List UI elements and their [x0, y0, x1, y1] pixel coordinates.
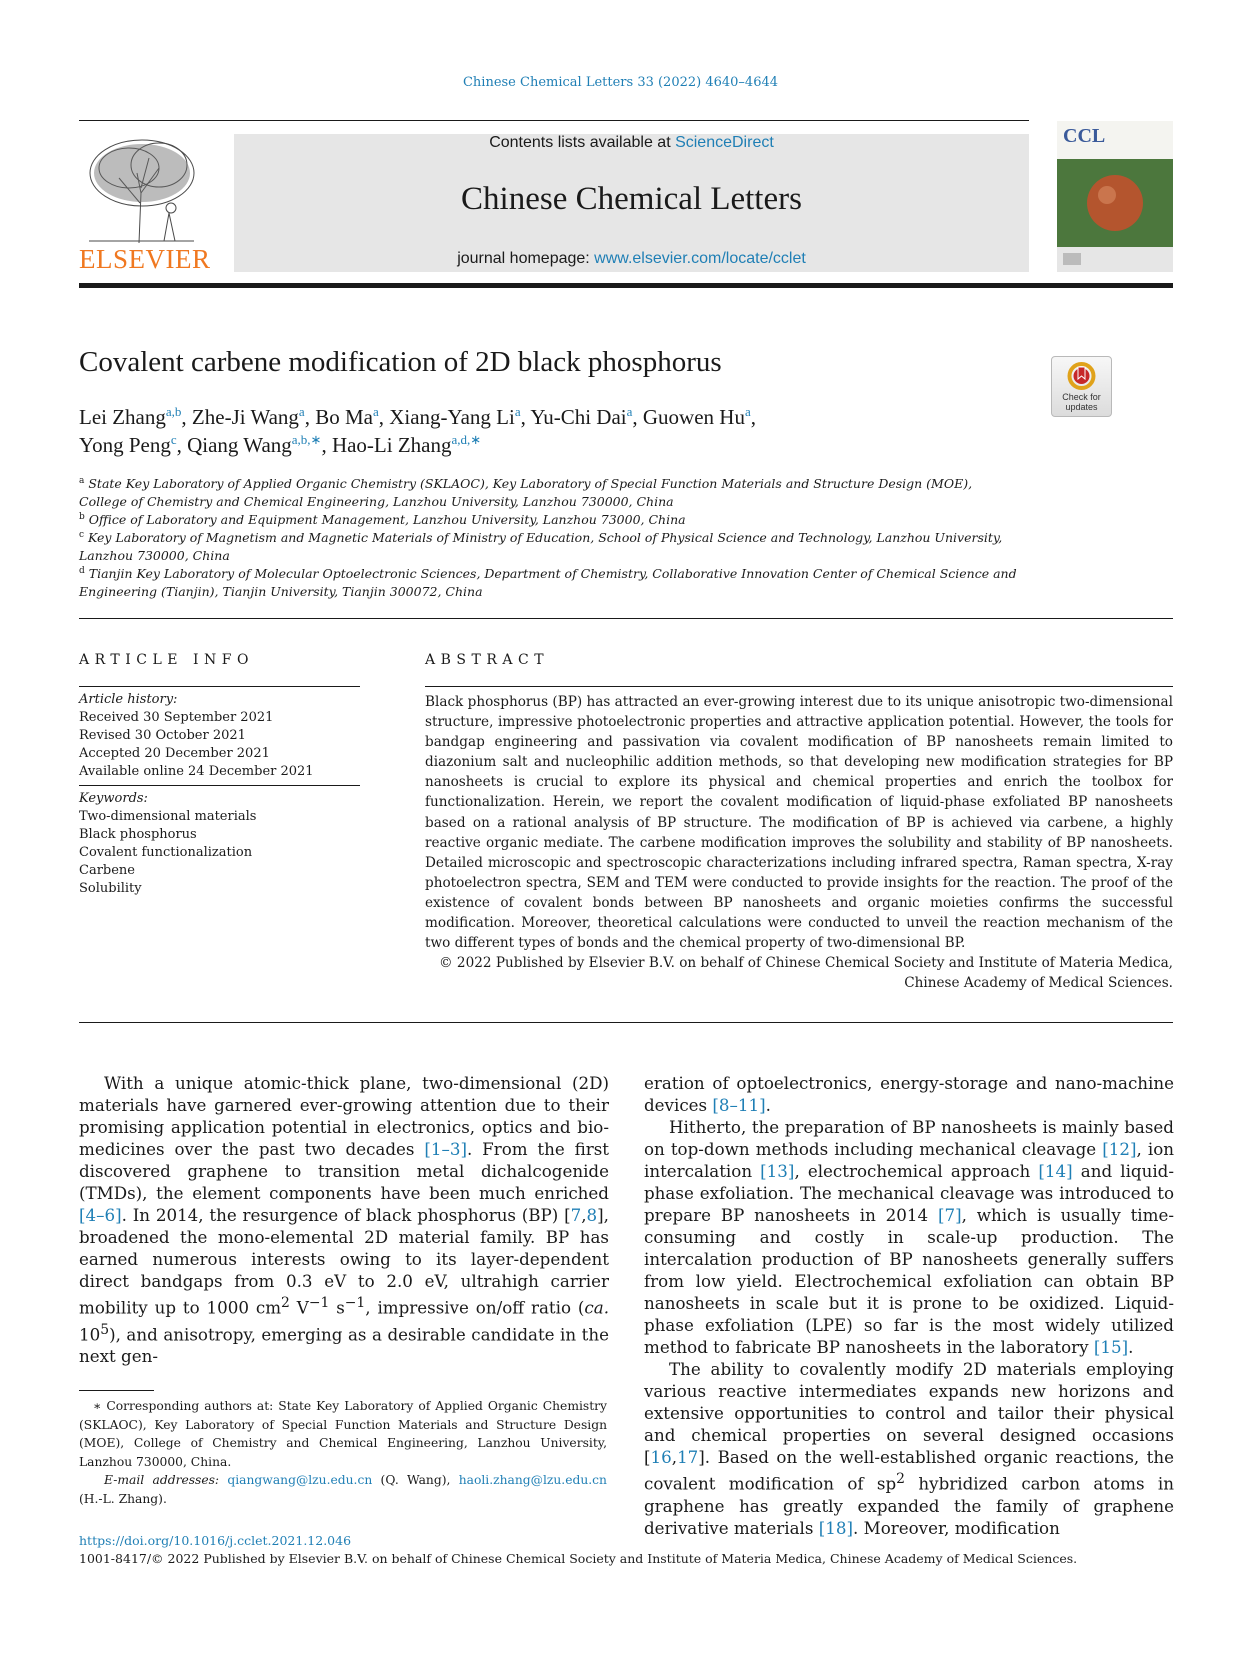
article-title: Covalent carbene modification of 2D black phosphorus [79, 346, 722, 378]
history-accepted: Accepted 20 December 2021 [79, 746, 270, 761]
author-name: Hao-Li Zhang [331, 433, 452, 457]
keyword-item: Black phosphorus [79, 827, 197, 842]
authors-line-1 [79, 404, 756, 430]
citation-link[interactable]: [4–6] [79, 1205, 122, 1225]
citation-link[interactable]: 16 [650, 1447, 672, 1467]
abstract-text: Black phosphorus (BP) has attracted an ever-growing interest due to its unique anisotropic two-dimensional structure, impressive photoelectronic properties and attractive application potential. However, the tools for bandgap engineering and passivation via covalent modification of BP nanosheets remain limited to diazonium salt and nucleophilic addition methods, so that developing new modification strategies for BP nanosheets is crucial to explore its physical and chemical properties and enrich the toolbox for functionalization. Herein, we report the covalent modification of liquid-phase exfoliated BP nanosheets based on a rational analysis of BP structure. The modification of BP is achieved via carbene, a highly reactive organic mediate. The carbene modification improves the solubility and stability of BP nanosheets. Detailed microscopic and spectroscopic characterizations including infrared spectra, Raman spectra, X-ray photoelectron spectra, SEM and TEM were conducted to provide insights for the reaction. The proof of the existence of covalent bonds between BP nanosheets and organic moieties confirms the successful modification. Moreover, theoretical calculations were conducted to unveil the reaction mechanism of the two different types of bonds and the chemical property of two-dimensional BP. [425, 694, 1173, 952]
affiliation-marker: c [79, 530, 85, 540]
masthead-bottom-rule [79, 283, 1173, 288]
citation-link[interactable]: 7 [570, 1205, 582, 1225]
body-paragraph: Hitherto, the preparation of BP nanosheets is mainly based on top-down methods including mechanical cleavage [12], ion intercalation [13], electrochemical approach [14] and liquid-phase exfoliation. The mechanical cleavage was introduced to prepare BP nanosheets in 2014 [7], which is usually time-consuming and costly in scale-up production. The intercalation production of BP nanosheets generally suffers from low yield. Electrochemical exfoliation can obtain BP nanosheets in scale but it is prone to be oxidized. Liquid-phase exfoliation (LPE) so far is the most widely utilized method to fabricate BP nanosheets in the laboratory [15]. [644, 1117, 1175, 1357]
cover-title: CCL [1063, 125, 1106, 147]
body-paragraph: With a unique atomic-thick plane, two-dimensional (2D) materials have garnered ever-growing attention due to their promising application potential in electronics, optics and bio-medicines over the past two decades [1–3]. From the first discovered graphene to transition metal dichalcogenide (TMDs), the element components have been much enriched [4–6]. In 2014, the resurgence of black phosphorus (BP) [7,8], broadened the mono-elemental 2D material family. BP has earned numerous interests owing to its layer-dependent direct bandgaps from 0.3 eV to 2.0 eV, ultrahigh carrier mobility up to 1000 $cm^2$ $V^{-1}$ $s^{-1}$, impressive on/off ratio (ca. $10^5$), and anisotropy, emerging as a desirable candidate in the next gen- [79, 1073, 610, 1367]
author-separator: , [321, 433, 332, 457]
journal-masthead [234, 134, 1029, 272]
author-separator: , [181, 405, 192, 429]
citation-link[interactable]: [12] [1102, 1139, 1137, 1159]
homepage-link[interactable]: www.elsevier.com/locate/cclet [594, 250, 806, 267]
citation-link[interactable]: [14] [1038, 1161, 1073, 1181]
author-separator: , [750, 405, 756, 429]
article-info [79, 686, 360, 898]
author-affiliation-marker[interactable]: a [298, 404, 305, 419]
citation-link[interactable]: [8–11] [712, 1095, 766, 1115]
journal-cover-thumbnail[interactable] [1057, 121, 1173, 272]
article-info-heading: ARTICLE INFO [79, 652, 254, 668]
affiliation-marker: b [79, 512, 85, 522]
citation-link[interactable]: 8 [586, 1205, 598, 1225]
authors-line-2 [79, 432, 481, 458]
keyword-item: Covalent functionalization [79, 845, 253, 860]
author-affiliation-marker[interactable]: a [626, 404, 633, 419]
author-name: Xiang-Yang Li [389, 405, 515, 429]
author-separator: , [378, 405, 390, 429]
footnote-rule [79, 1390, 154, 1391]
keyword-item: Solubility [79, 881, 142, 896]
keyword-item: Carbene [79, 863, 135, 878]
homepage-line [234, 250, 1029, 268]
body-paragraph: eration of optoelectronics, energy-storage and nano-machine devices [8–11]. [644, 1073, 1174, 1115]
author-name: Yu-Chi Dai [530, 405, 627, 429]
abstract-heading: ABSTRACT [425, 652, 550, 668]
author-affiliation-marker[interactable]: a,b [165, 404, 182, 419]
running-head[interactable]: Chinese Chemical Letters 33 (2022) 4640–4644 [462, 75, 779, 90]
history-received: Received 30 September 2021 [79, 710, 274, 725]
sciencedirect-link[interactable]: ScienceDirect [675, 134, 774, 151]
keywords-label: Keywords: [79, 791, 148, 806]
author-affiliation-marker[interactable]: a,b,∗ [291, 432, 322, 447]
history-revised: Revised 30 October 2021 [79, 728, 246, 743]
check-updates-label: Check for updates [1062, 392, 1101, 412]
abstract-bottom-rule [79, 1022, 1173, 1023]
citation-link[interactable]: [13] [760, 1161, 795, 1181]
affiliation-d [79, 562, 1019, 601]
history-online: Available online 24 December 2021 [79, 764, 314, 779]
body-right-column [644, 1072, 1174, 1539]
author-name: Yong Peng [79, 433, 171, 457]
footnote-emails: E-mail addresses: qiangwang@lzu.edu.cn (Q. Wang), haoli.zhang@lzu.edu.cn (H.-L. Zhang). [79, 1473, 607, 1506]
author-name: Zhe-Ji Wang [191, 405, 299, 429]
author-name: Bo Ma [315, 405, 373, 429]
issn-copyright: 1001-8417/© 2022 Published by Elsevier B.V. on behalf of Chinese Chemical Society and Institute of Materia Medica, Chinese Academy of Medical Sciences. [79, 1551, 1078, 1566]
author-affiliation-marker[interactable]: a [372, 404, 379, 419]
affiliation-a [79, 472, 1019, 511]
citation-link[interactable]: [15] [1093, 1337, 1129, 1357]
abstract [425, 686, 1173, 993]
homepage-prefix: journal homepage: [457, 250, 595, 267]
author-separator: , [632, 405, 643, 429]
affiliation-marker: d [79, 566, 85, 576]
body-left-column [79, 1072, 609, 1367]
journal-title: Chinese Chemical Letters [461, 181, 802, 217]
author-separator: , [176, 433, 188, 457]
header-top-rule [79, 120, 1029, 121]
affiliation-text: Office of Laboratory and Equipment Management, Lanzhou University, Lanzhou 73000, China [88, 512, 686, 528]
email-label: E-mail addresses: [104, 1473, 220, 1487]
check-updates-icon [1052, 357, 1111, 391]
footnote-corresponding: ∗ Corresponding authors at: State Key Laboratory of Applied Organic Chemistry (SKLAOC), Key Laboratory of Special Function Materials and Structure Design (MOE), College of Chemistry and Chemical Engineering, Lanzhou University, Lanzhou 730000, China. [79, 1399, 607, 1469]
keyword-item: Two-dimensional materials [79, 809, 257, 824]
author-name: Qiang Wang [187, 433, 292, 457]
citation-link[interactable]: 17 [677, 1447, 699, 1467]
citation-link[interactable]: [1–3] [424, 1139, 467, 1159]
author-affiliation-marker[interactable]: c [170, 432, 177, 447]
check-for-updates-badge[interactable] [1051, 356, 1112, 417]
contents-line [234, 134, 1029, 152]
citation-link[interactable]: [7] [937, 1205, 962, 1225]
history-label: Article history: [79, 692, 178, 707]
email-link-zhang[interactable]: haoli.zhang@lzu.edu.cn [458, 1473, 607, 1487]
affiliation-text: State Key Laboratory of Applied Organic Chemistry (SKLAOC), Key Laboratory of Special Function Materials and Structure Design (MOE), College of Chemistry and Chemical Engineering, Lanzhou University, Lanzhou 730000, China [79, 476, 973, 510]
body-paragraph: The ability to covalently modify 2D materials employing various reactive intermediates expands new horizons and extensive opportunities to control and tailor their physical and chemical properties on several designed occasions [16,17]. Based on the well-established organic reactions, the covalent modification of $sp^2$ hybridized carbon atoms in graphene has greatly expanded the family of graphene derivative materials [18]. Moreover, modification [644, 1359, 1174, 1538]
author-affiliation-marker[interactable]: a [514, 404, 521, 419]
author-separator: , [304, 405, 316, 429]
author-affiliation-marker[interactable]: a [744, 404, 751, 419]
abstract-copyright: © 2022 Published by Elsevier B.V. on behalf of Chinese Chemical Society and Institute of Materia Medica, Chinese Academy of Medical Sciences. [439, 955, 1173, 992]
corresponding-footnote [79, 1390, 607, 1508]
citation-link[interactable]: [18] [818, 1517, 853, 1538]
author-name: Guowen Hu [642, 405, 745, 429]
affiliations-bottom-rule [79, 618, 1173, 619]
author-name: Lei Zhang [79, 405, 166, 429]
affiliation-marker: a [79, 476, 85, 486]
email-link-wang[interactable]: qiangwang@lzu.edu.cn [227, 1473, 373, 1487]
author-separator: , [520, 405, 531, 429]
affiliation-text: Tianjin Key Laboratory of Molecular Optoelectronic Sciences, Department of Chemistry, Collaborative Innovation Center of Chemical Science and Engineering (Tianjin), Tianjin University, Tianjin 300072, China [79, 566, 1017, 600]
doi-link[interactable]: https://doi.org/10.1016/j.cclet.2021.12.046 [79, 1533, 352, 1548]
affiliation-text: Key Laboratory of Magnetism and Magnetic Materials of Ministry of Education, School of Physical Science and Technology, Lanzhou University, Lanzhou 730000, China [79, 530, 1003, 564]
affiliation-c [79, 526, 1019, 565]
elsevier-wordmark: ELSEVIER [79, 244, 211, 274]
author-affiliation-marker[interactable]: a,d,∗ [451, 432, 482, 447]
contents-prefix: Contents lists available at [489, 134, 676, 151]
